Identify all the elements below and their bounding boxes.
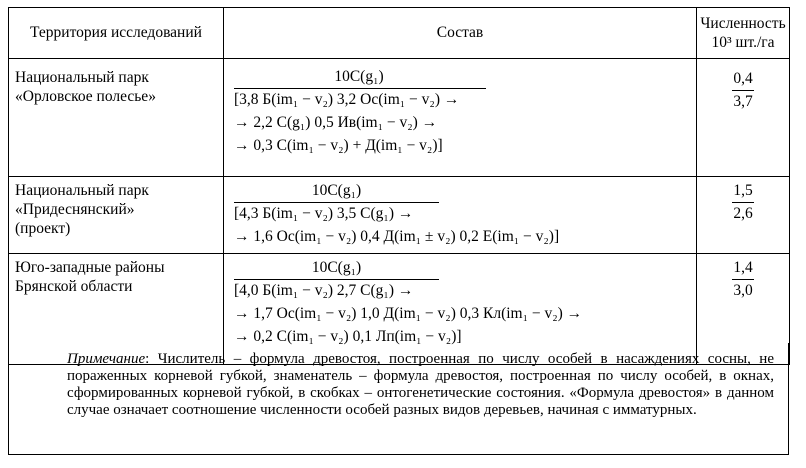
territory-line: Юго-западные районы [15,259,165,276]
density-denominator: 3,7 [733,93,753,110]
fraction-bar [234,88,486,89]
data-table [8,7,790,365]
density-cell [697,177,790,254]
composition-formula [234,258,582,346]
header-density [697,8,790,59]
fraction-bar [732,279,754,280]
density-fraction [697,181,789,223]
territory-line: Национальный парк [15,182,149,199]
header-composition: Состав [224,8,697,59]
formula-denominator-line: → 1,6 Ос(im₁ − v₂) 0,4 Д(im₁ ± v₂) 0,2 Е(im₁ − v₂)] [234,228,560,245]
density-fraction [697,69,789,111]
density-fraction [697,258,789,300]
formula-denominator-line: → 0,3 С(im₁ − v₂) + Д(im₁ − v₂)] [234,137,443,154]
header-territory: Территория исследований [9,8,224,59]
territory-cell [9,59,224,177]
territory-cell [9,177,224,254]
density-numerator: 1,5 [733,182,753,199]
table-row [9,177,790,254]
formula-denominator-line: [3,8 Б(im₁ − v₂) 3,2 Ос(im₁ − v₂) → [234,91,460,108]
formula-denominator-line: [4,3 Б(im₁ − v₂) 3,5 С(g₁) → [234,205,414,222]
density-numerator: 1,4 [733,259,753,276]
fraction-bar [732,202,754,203]
territory-line: Брянской области [15,278,133,295]
formula-numerator: 10С(g₁) [311,182,362,199]
formula-denominator-line: [4,0 Б(im₁ − v₂) 2,7 С(g₁) → [234,282,414,299]
formula-numerator: 10С(g₁) [334,68,384,85]
note-paragraph [23,351,774,419]
fraction-bar [234,202,439,203]
formula-denominator-line: → 1,7 Ос(im₁ − v₂) 1,0 Д(im₁ − v₂) 0,3 Кл(im₁ − v₂) → [234,305,583,322]
note-label: Примечание [67,351,146,367]
composition-cell [224,177,697,254]
territory-line: Национальный парк [15,69,149,86]
density-denominator: 3,0 [733,282,753,299]
fraction-bar [234,279,439,280]
formula-numerator: 10С(g₁) [311,259,362,276]
density-numerator: 0,4 [733,70,753,87]
note-text: : Числитель – формула древостоя, построенная по числу особей в насаждениях сосны, не пораженных корневой губкой, знаменатель – формула древостоя, построенная по числу особей, в окнах, сформированных корневой губкой, в скобках – онтогенетические состояния. «Формула древостоя» в данном случае означает соотношение численности особей разных видов деревьев, начиная с имматурных. [67,351,774,418]
territory-line: «Орловское полесье» [15,88,156,105]
header-density-line1: Численность [700,15,786,32]
territory-line: «Придеснянский» [15,201,135,218]
table-row [9,59,790,177]
composition-formula [234,67,486,155]
table-header-row [9,8,790,59]
territory-line: (проект) [15,220,71,237]
composition-cell [224,59,697,177]
table-note [8,343,789,455]
fraction-bar [732,90,754,91]
density-denominator: 2,6 [733,205,753,222]
header-density-line2: 10³ шт./га [711,34,775,51]
density-cell [697,59,790,177]
formula-denominator-line: → 0,2 С(im₁ − v₂) 0,1 Лп(im₁ − v₂)] [234,328,462,345]
formula-denominator-line: → 2,2 С(g₁) 0,5 Ив(im₁ − v₂) → [234,114,438,131]
composition-formula [234,181,559,246]
